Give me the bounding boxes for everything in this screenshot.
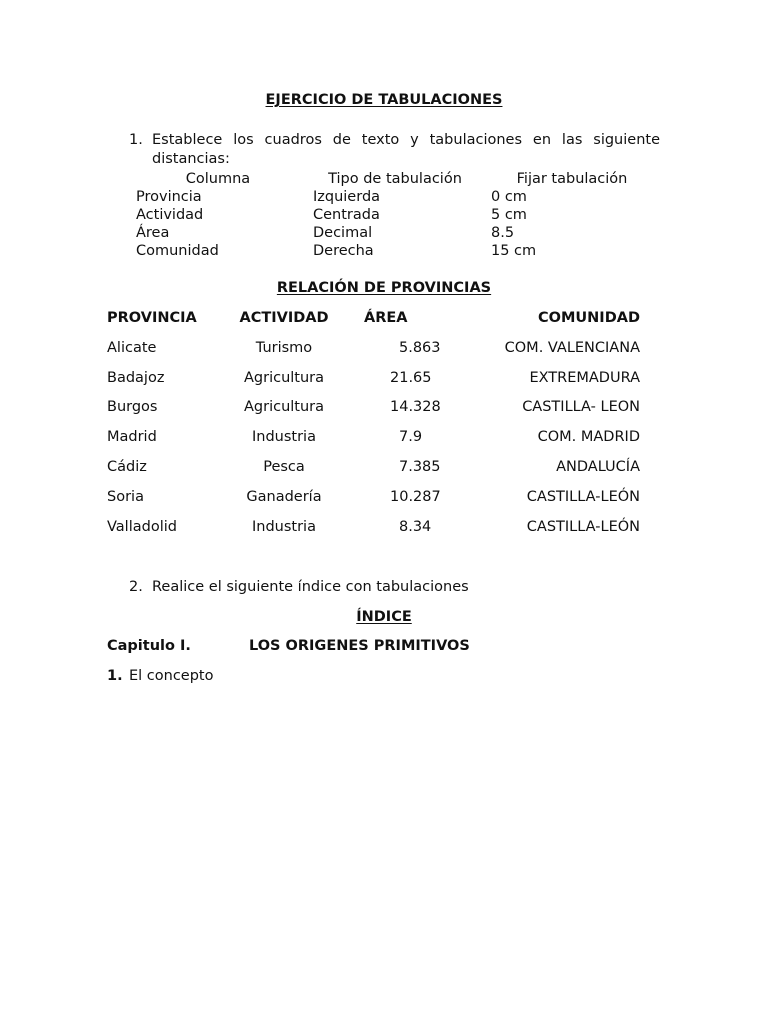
prov-cell-area: 8.34 [399, 519, 432, 535]
tab-row-col: Comunidad [136, 243, 219, 259]
tab-row-pos: 15 cm [491, 243, 537, 259]
prov-cell-area: 5.863 [399, 340, 441, 356]
tab-row-type: Decimal [313, 225, 373, 241]
tab-header-fijar: Fijar tabulación [516, 171, 628, 187]
prov-cell-provincia: Alicate [107, 340, 157, 356]
prov-cell-actividad: Industria [252, 429, 316, 445]
document-title: EJERCICIO DE TABULACIONES [265, 92, 503, 108]
tab-row-pos: 8.5 [491, 225, 515, 241]
tab-row-type: Derecha [313, 243, 374, 259]
tab-row-type: Centrada [313, 207, 380, 223]
prov-cell-comunidad: COM. VALENCIANA [504, 340, 640, 356]
chapter-label: Capitulo I. [107, 638, 191, 654]
prov-cell-area: 10.287 [390, 489, 441, 505]
prov-cell-actividad: Turismo [255, 340, 313, 356]
tab-row-col: Área [136, 225, 170, 241]
prov-cell-comunidad: COM. MADRID [537, 429, 640, 445]
prov-cell-actividad: Agricultura [243, 399, 325, 415]
prov-cell-actividad: Industria [252, 519, 316, 535]
prov-cell-provincia: Madrid [107, 429, 157, 445]
prov-cell-area: 14.328 [390, 399, 441, 415]
prov-cell-comunidad: EXTREMADURA [529, 370, 640, 386]
item1-line1: Establece los cuadros de texto y tabulaciones en las siguiente [152, 132, 660, 148]
prov-cell-provincia: Cádiz [107, 459, 147, 475]
prov-cell-provincia: Burgos [107, 399, 158, 415]
prov-cell-comunidad: ANDALUCÍA [556, 459, 640, 475]
tab-row-col: Provincia [136, 189, 202, 205]
tab-row-pos: 5 cm [491, 207, 527, 223]
prov-cell-comunidad: CASTILLA- LEON [522, 399, 640, 415]
item1-number: 1. [129, 132, 143, 148]
entry1-number: 1. [107, 668, 123, 684]
prov-cell-actividad: Ganadería [246, 489, 322, 505]
prov-header-area: ÁREA [364, 310, 408, 326]
prov-cell-area: 21.65 [390, 370, 432, 386]
prov-header-comunidad: COMUNIDAD [538, 310, 640, 326]
chapter-title: LOS ORIGENES PRIMITIVOS [249, 638, 470, 654]
prov-cell-actividad: Agricultura [243, 370, 325, 386]
index-title: ÍNDICE [356, 609, 412, 625]
item1-line2: distancias: [152, 151, 230, 167]
prov-header-provincia: PROVINCIA [107, 310, 197, 326]
prov-cell-provincia: Soria [107, 489, 144, 505]
prov-cell-comunidad: CASTILLA-LEÓN [526, 489, 640, 505]
tab-header-tipo: Tipo de tabulación [328, 171, 462, 187]
prov-cell-area: 7.9 [399, 429, 423, 445]
tab-row-type: Izquierda [313, 189, 381, 205]
prov-cell-area: 7.385 [399, 459, 441, 475]
tab-row-pos: 0 cm [491, 189, 527, 205]
relation-title: RELACIÓN DE PROVINCIAS [276, 280, 492, 296]
prov-cell-actividad: Pesca [263, 459, 305, 475]
prov-header-actividad: ACTIVIDAD [239, 310, 329, 326]
entry1-text: El concepto [129, 668, 214, 684]
prov-cell-comunidad: CASTILLA-LEÓN [526, 519, 640, 535]
item2-number: 2. [129, 579, 143, 595]
prov-cell-provincia: Badajoz [107, 370, 165, 386]
tab-header-columna: Columna [185, 171, 251, 187]
item2-text: Realice el siguiente índice con tabulaciones [152, 579, 469, 595]
prov-cell-provincia: Valladolid [107, 519, 177, 535]
tab-row-col: Actividad [136, 207, 204, 223]
